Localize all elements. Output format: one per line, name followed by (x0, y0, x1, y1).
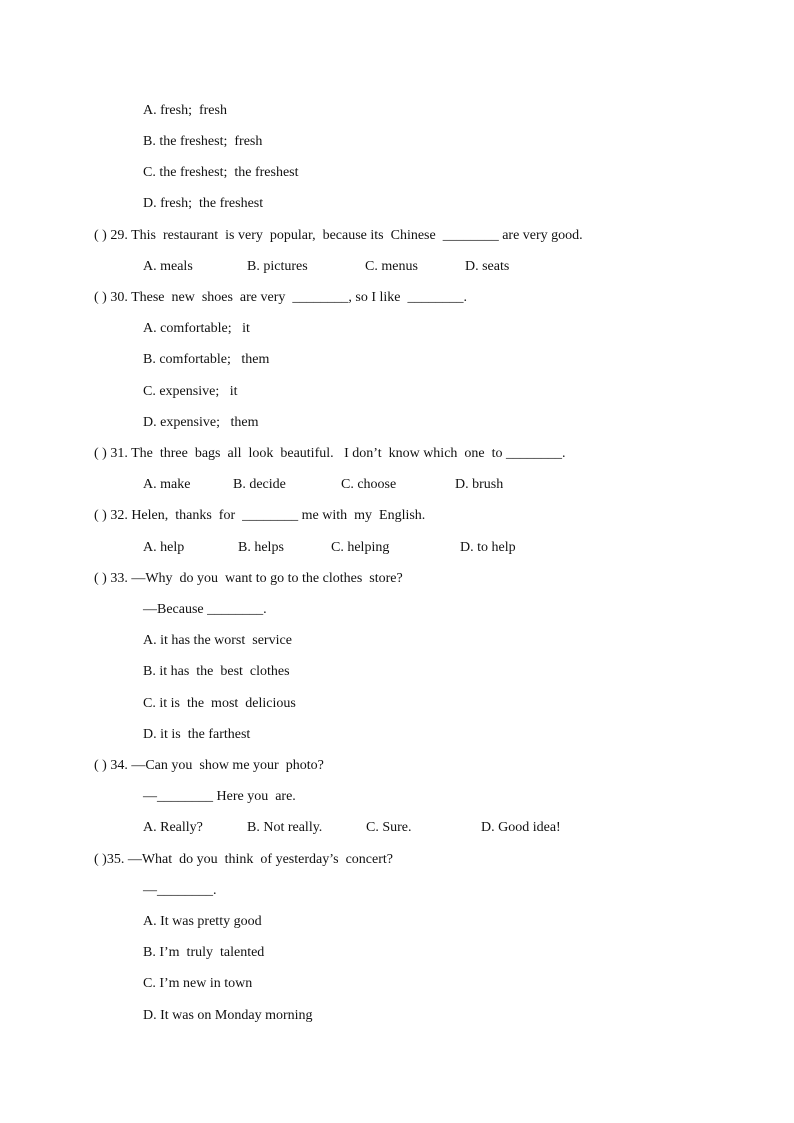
q34-option-d: D. Good idea! (481, 820, 561, 835)
q29-option-c: C. menus (365, 259, 418, 274)
q34-stem: ( ) 34. —Can you show me your photo? (94, 758, 324, 773)
q33-option-a: A. it has the worst service (143, 633, 292, 648)
q32-option-c: C. helping (331, 540, 390, 555)
q32-option-a: A. help (143, 540, 185, 555)
q34-options-row (143, 819, 703, 837)
q34-answer-line: —________ Here you are. (143, 789, 296, 804)
q33-stem: ( ) 33. —Why do you want to go to the clothes store? (94, 571, 403, 586)
q29-options-row (143, 258, 703, 276)
q28-option-c: C. the freshest; the freshest (143, 165, 299, 180)
q28-option-a: A. fresh; fresh (143, 103, 227, 118)
q30-stem: ( ) 30. These new shoes are very ________, so I like ________. (94, 290, 468, 305)
q29-option-d: D. seats (465, 259, 510, 274)
q34-option-c: C. Sure. (366, 820, 412, 835)
q28-option-d: D. fresh; the freshest (143, 196, 264, 211)
q35-option-d: D. It was on Monday morning (143, 1008, 313, 1023)
q31-stem: ( ) 31. The three bags all look beautiful. I don’t know which one to ________. (94, 446, 566, 461)
q35-option-a: A. It was pretty good (143, 914, 262, 929)
q31-option-d: D. brush (455, 477, 504, 492)
q33-option-b: B. it has the best clothes (143, 664, 290, 679)
q32-option-d: D. to help (460, 540, 516, 555)
q30-option-b: B. comfortable; them (143, 352, 270, 367)
q31-option-c: C. choose (341, 477, 397, 492)
q29-option-a: A. meals (143, 259, 193, 274)
q34-option-a: A. Really? (143, 820, 203, 835)
q32-stem: ( ) 32. Helen, thanks for ________ me with my English. (94, 508, 426, 523)
q28-option-b: B. the freshest; fresh (143, 134, 263, 149)
q31-option-b: B. decide (233, 477, 286, 492)
q35-stem: ( )35. —What do you think of yesterday’s concert? (94, 852, 393, 867)
q35-option-b: B. I’m truly talented (143, 945, 265, 960)
q30-option-c: C. expensive; it (143, 384, 238, 399)
q31-option-a: A. make (143, 477, 191, 492)
q30-option-d: D. expensive; them (143, 415, 259, 430)
q31-options-row (143, 476, 703, 494)
q29-option-b: B. pictures (247, 259, 308, 274)
q35-option-c: C. I’m new in town (143, 976, 253, 991)
q33-answer-line: —Because ________. (143, 602, 267, 617)
q33-option-c: C. it is the most delicious (143, 696, 296, 711)
q30-option-a: A. comfortable; it (143, 321, 250, 336)
q34-option-b: B. Not really. (247, 820, 323, 835)
q32-options-row (143, 539, 703, 557)
q29-stem: ( ) 29. This restaurant is very popular, because its Chinese ________ are very good. (94, 228, 583, 243)
q32-option-b: B. helps (238, 540, 284, 555)
q35-answer-line: —________. (143, 883, 217, 898)
q33-option-d: D. it is the farthest (143, 727, 251, 742)
